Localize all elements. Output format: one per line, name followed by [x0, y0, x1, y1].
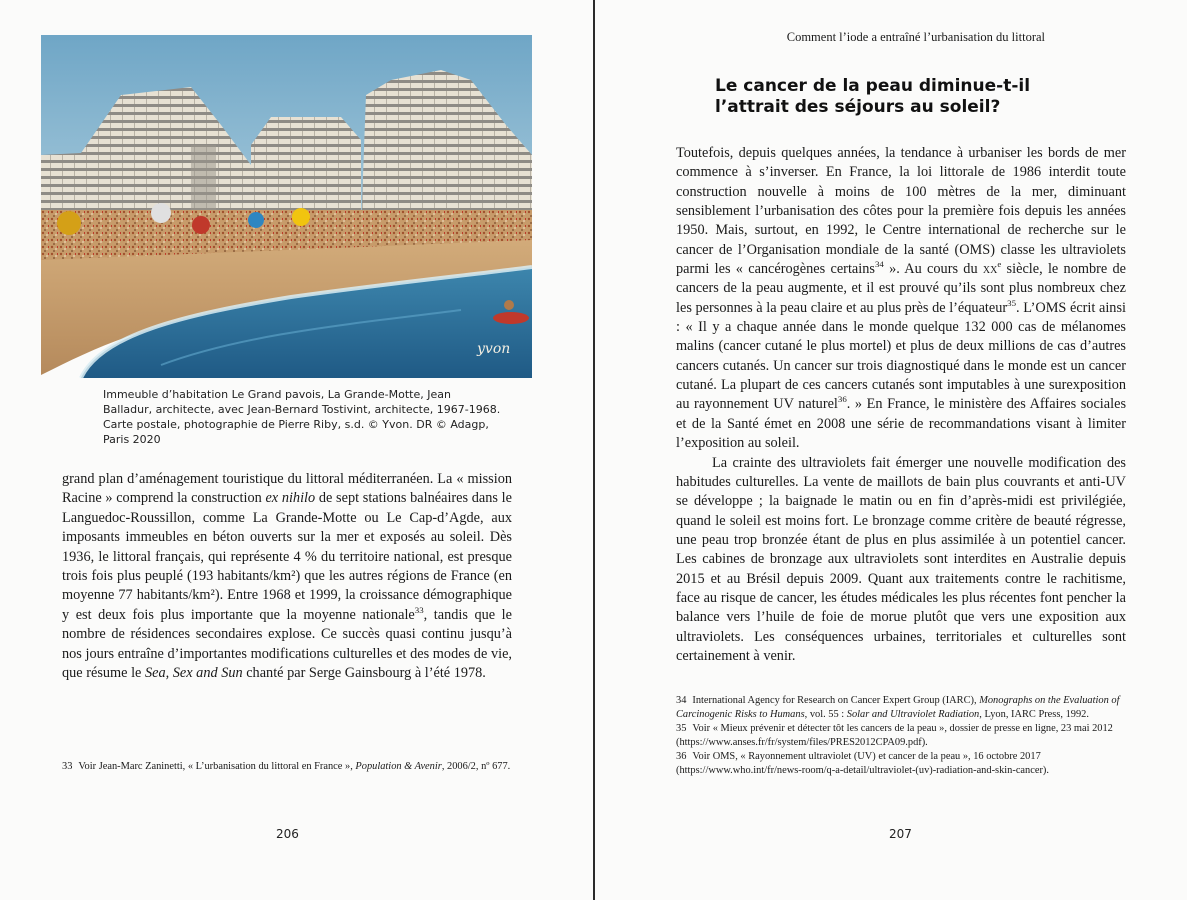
postcard-photo	[41, 35, 532, 378]
text-run: , vol. 55 :	[804, 709, 847, 720]
right-page	[595, 0, 1187, 900]
heading-line: l’attrait des séjours au soleil?	[715, 97, 1001, 117]
century-numeral: xx	[982, 261, 998, 278]
footnote-ref-34[interactable]: 34	[874, 259, 884, 270]
caption-line: Balladur, architecte, avec Jean-Bernard Tostivint, architecte, 1967-1968.	[103, 403, 501, 416]
footnote-number: 35	[676, 723, 687, 734]
text-run: , tandis que le nombre de résidences secondaires explose. Ce succès quasi continu jusqu’à nos jours entraîne d’importantes modifications culturelles et des modes de vie, que résume le	[62, 606, 512, 682]
footnote-ref-36[interactable]: 36	[837, 394, 847, 405]
body-paragraph	[62, 470, 512, 683]
footnote-33	[62, 760, 512, 774]
caption-line: Carte postale, photographie de Pierre Riby, s.d. © Yvon. DR © Adagp,	[103, 418, 489, 431]
text-run: . » En France, le ministère des Affaires sociales et de la Santé émet en 2008 une série de recommandations visant à limiter l’exposition au soleil.	[676, 396, 1127, 452]
text-run: , Lyon, IARC Press, 1992.	[979, 709, 1089, 720]
body-text-left	[62, 470, 512, 683]
text-run: grand plan d’aménagement touristique du littoral méditerranéen. La « mission Racine » comprend la construction	[62, 471, 512, 507]
italic-run: ex nihilo	[265, 490, 316, 507]
heading-line: Le cancer de la peau diminue-t-il	[715, 76, 1031, 96]
century-suffix: e	[997, 259, 1002, 270]
footnotes-right	[676, 694, 1126, 778]
footnote-number: 36	[676, 751, 687, 762]
italic-run: Population & Avenir	[355, 761, 442, 772]
section-heading	[715, 76, 1075, 118]
photo-signature: yvon	[477, 341, 511, 357]
text-run: de sept stations balnéaires dans le Languedoc-Roussillon, comme La Grande-Motte ou Le Cap-d’Agde, aux imposants immeubles en béton ouverts sur la mer et exposés au soleil. Dès 1936, le littoral français, qui représente 4 % du territoire national, est presque trois fois plus peuplé (193 habitants/km²) que les autres régions de France (en moyenne 77 habitants/km²). Entre 1968 et 1999, la croissance démographique y est deux fois plus importante que la moyenne nationale	[62, 490, 512, 623]
text-run: Voir OMS, « Rayonnement ultraviolet (UV) et cancer de la peau », 16 octobre 2017 (https://www.who.int/fr/news-room/q-a-detail/ultraviolet-(uv)-radiation-and-skin-cancer).	[676, 751, 1049, 776]
page-number-right: 207	[889, 827, 912, 841]
footnote-number: 34	[676, 695, 687, 706]
italic-run: Sea, Sex and Sun	[144, 665, 243, 682]
text-run: Voir Jean-Marc Zaninetti, « L’urbanisation du littoral en France »,	[78, 761, 356, 772]
running-head: Comment l’iode a entraîné l’urbanisation du littoral	[786, 30, 1045, 44]
footnote-number: 33	[62, 761, 73, 772]
footnotes-left	[62, 760, 512, 774]
caption-line: Immeuble d’habitation Le Grand pavois, La Grande-Motte, Jean	[103, 388, 451, 401]
footnote-35	[676, 722, 1126, 750]
text-run: Voir « Mieux prévenir et détecter tôt les cancers de la peau », dossier de presse en ligne, 23 mai 2012 (https://www.anses.fr/fr/system/files/PRES2012CPA09.pdf).	[676, 723, 1113, 748]
footnote-ref-33[interactable]: 33	[414, 605, 424, 616]
text-run: siècle, le nombre de cancers de la peau augmente, et il est prouvé qu’ils sont plus nombreux chez les personnes à la peau claire et au plus près de l’équateur	[676, 261, 1127, 316]
text-run: Toutefois, depuis quelques années, la tendance à urbaniser les bords de mer commence à s’inverser. En France, la loi littorale de 1986 interdit toute construction nouvelle à moins de 100 mètres de la mer, diminuant sensiblement l’urbanisation des côtes pour la première fois depuis les années 1950. Mais, surtout, en 1992, le Centre international de recherche sur le cancer de l’Organisation mondiale de la santé (OMS) classe les ultraviolets parmi les « cancérogènes certains	[676, 145, 1126, 278]
photo-caption	[103, 387, 501, 447]
footnote-34	[676, 694, 1126, 722]
italic-run: Monographs on the Evaluation of Carcinogenic Risks to Humans	[676, 695, 1120, 720]
footnote-ref-35[interactable]: 35	[1007, 297, 1016, 308]
text-run: . L’OMS écrit ainsi : « Il y a chaque année dans le monde quelque 132 000 cas de mélanomes malins (cancer cutané le plus mortel) et plus de deux millions de cas d’autres cancers cutanés. Un cancer sur trois diagnostiqué dans le monde est un cancer cutané. La plupart de ces cancers cutanés sont imputables à une surexposition au rayonnement UV naturel	[676, 299, 1126, 413]
text-run: , 2006/2, nº 677.	[441, 761, 511, 772]
left-page	[0, 0, 593, 900]
text-run: ». Au cours du	[883, 261, 983, 278]
footnote-36	[676, 750, 1126, 778]
body-paragraph	[676, 144, 1126, 454]
text-run: International Agency for Research on Cancer Expert Group (IARC),	[692, 695, 980, 706]
text-run: chanté par Serge Gainsbourg à l’été 1978.	[242, 665, 486, 682]
page-number-left: 206	[276, 827, 299, 841]
photo-inflatable	[493, 312, 529, 324]
body-paragraph: La crainte des ultraviolets fait émerger une nouvelle modification des habitudes culturelles. La vente de maillots de bain plus couvrants et anti-UV se développe ; la baignade le matin ou en fin d’après-midi est privilégiée, quand le soleil est moins fort. Le bronzage comme critère de beauté régresse, une peau trop bronzée étant de plus en plus assimilée à un potentiel cancer. Les cabines de bronzage aux ultraviolets sont interdites en Australie depuis 2015 et au Brésil depuis 2009. Quant aux traitements contre le rachitisme, face au risque de cancer, les études médicales les plus récentes font pencher la balance vers l’huile de foie de morue plutôt que vers une exposition aux ultraviolets. Les conséquences urbaines, territoriales et culturelles sont certainement à venir.	[676, 454, 1126, 664]
italic-run: Solar and Ultraviolet Radiation	[846, 709, 980, 720]
caption-line: Paris 2020	[103, 433, 161, 446]
body-text-right	[676, 144, 1126, 666]
